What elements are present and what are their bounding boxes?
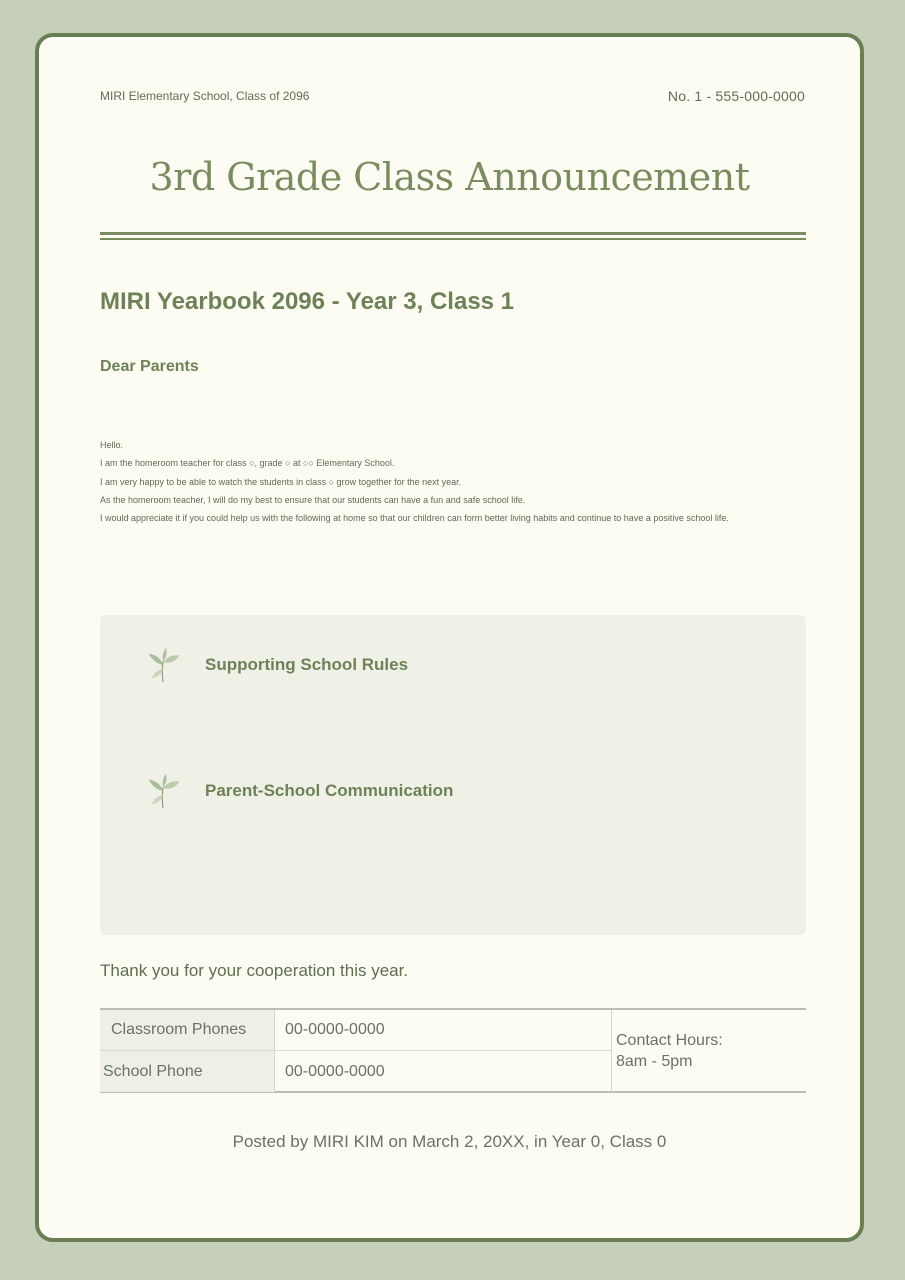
letter-line: As the homeroom teacher, I will do my best to ensure that our students can have a fun and safe school life. [100, 494, 526, 505]
table-row-label: Classroom Phones [100, 1010, 275, 1051]
letter-line: I am the homeroom teacher for class ○, grade ○ at ○○ Elementary School. [100, 458, 395, 469]
school-number: No. 1 - 555-000-0000 [667, 88, 805, 104]
table-row-label: School Phone [100, 1051, 275, 1092]
leaf-sprig-icon [144, 646, 182, 684]
leaf-sprig-icon [144, 772, 182, 810]
page-subtitle: MIRI Yearbook 2096 - Year 3, Class 1 [100, 288, 515, 315]
greeting: Dear Parents [100, 358, 199, 375]
thanks-note: Thank you for your cooperation this year. [100, 961, 409, 980]
letter-line: I am very happy to be able to watch the students in class ○ grow together for the next year. [100, 476, 462, 487]
sections-panel [100, 615, 806, 935]
posted-by: Posted by MIRI KIM on March 2, 20XX, in Year 0, Class 0 [232, 1132, 667, 1151]
table-row-value: 00-0000-0000 [275, 1051, 612, 1092]
page-title: 3rd Grade Class Announcement [149, 155, 750, 199]
table-row-value: 00-0000-0000 [275, 1010, 612, 1051]
announcement-card [35, 33, 864, 1242]
section-item-school-rules [144, 646, 408, 684]
section-item-communication [144, 772, 453, 810]
title-divider-bottom [100, 238, 806, 240]
contact-hours: Contact Hours: 8am - 5pm [616, 1031, 723, 1070]
section-label: Supporting School Rules [205, 655, 409, 674]
school-name: MIRI Elementary School, Class of 2096 [100, 89, 310, 103]
title-divider-top [100, 232, 806, 235]
section-label: Parent-School Communication [205, 781, 454, 800]
letter-line: Hello. [100, 440, 124, 450]
letter-line: I would appreciate it if you could help us with the following at home so that our children can form better living habits and continue to have a positive school life. [100, 513, 729, 524]
letter-body [100, 436, 820, 527]
contact-table [100, 1008, 806, 1093]
